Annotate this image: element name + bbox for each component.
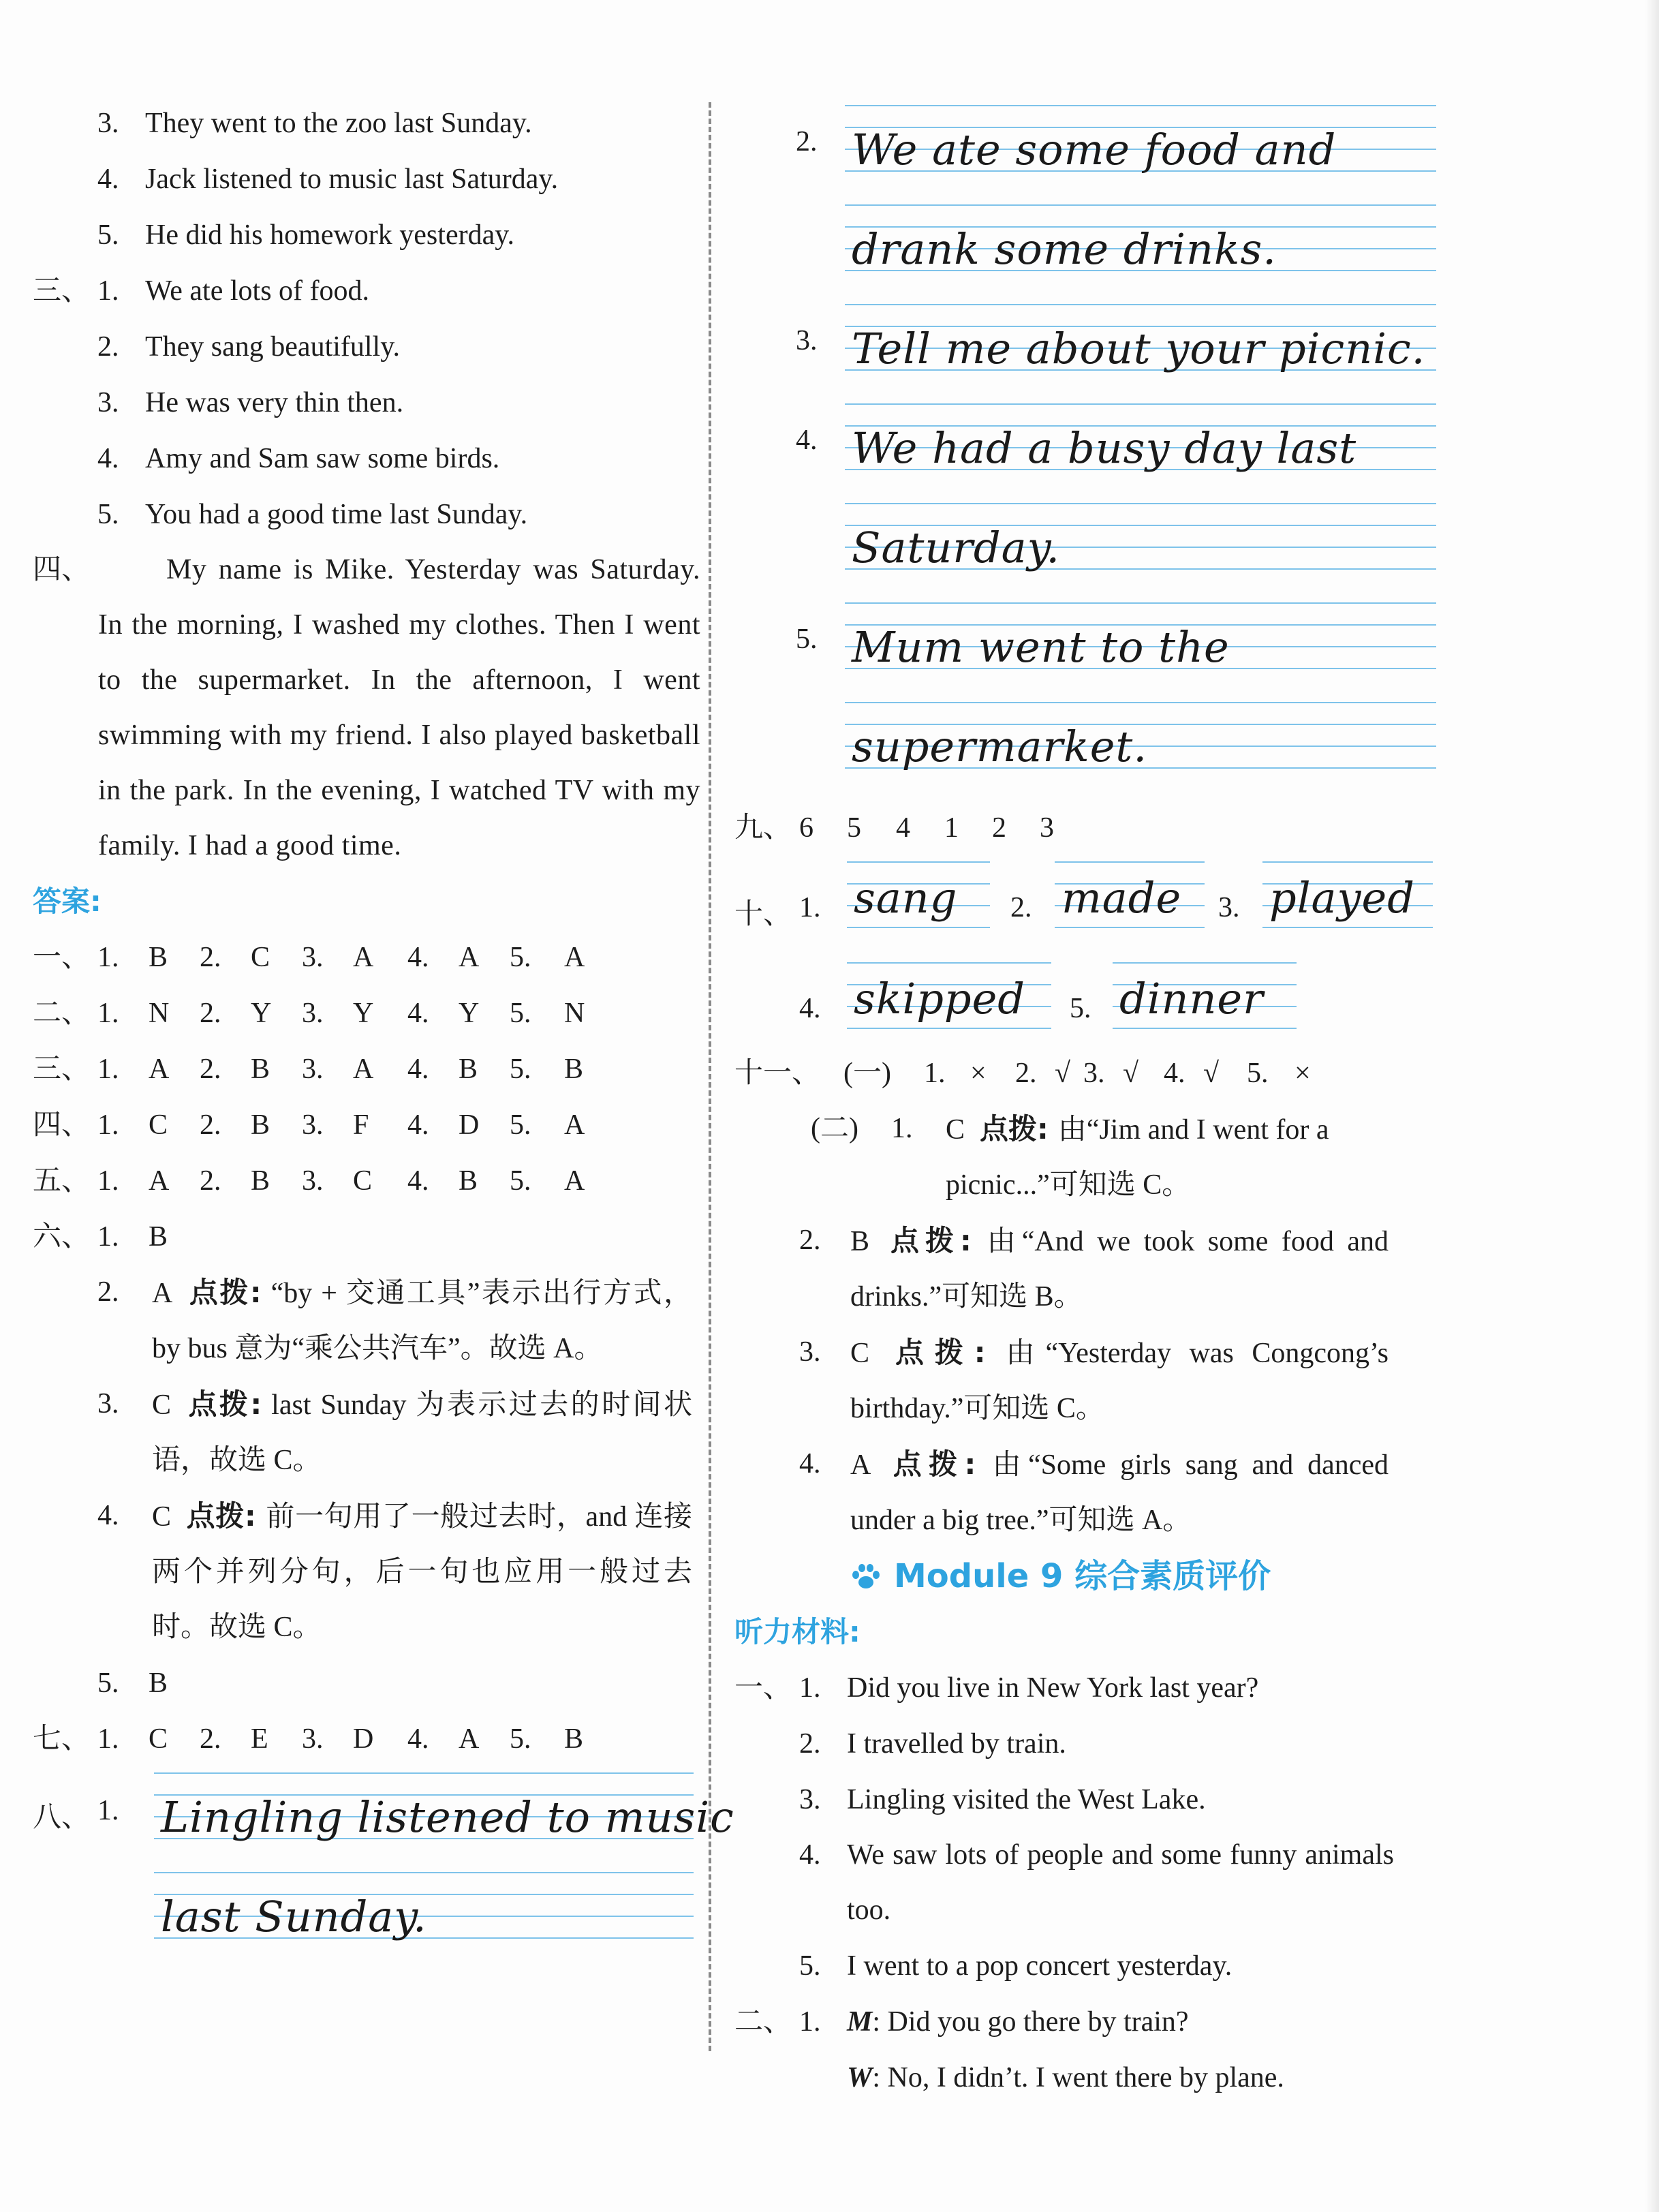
part-label: (二) [811,1113,858,1144]
item-number: 1. [799,892,821,923]
explanation-item [33,1488,692,1655]
passage [33,542,700,874]
tip-label: 点拨: [884,1336,986,1369]
writing-line [154,1867,694,1966]
item-text: Lingling visited the West Lake. [847,1784,1206,1815]
item-answer: D [353,1723,374,1755]
section-prefix: 八、 [33,1802,91,1833]
item-number: 3. [302,1723,324,1755]
word-answer-row [734,856,1415,957]
item-answer: A [459,1723,480,1755]
item-answer: A [564,1109,585,1141]
item-number: 1. [97,998,119,1029]
section-prefix: 四、 [33,554,91,585]
item-answer: A [459,942,480,973]
item-answer: B [251,1165,270,1197]
item-number: 4. [799,993,821,1024]
answer-row [33,1041,700,1097]
judgement-mark: × [970,1058,987,1089]
item-number: 2. [1010,892,1032,923]
tip-label: 点拨: [186,1387,262,1421]
writing-line [847,957,1051,1039]
writing-line [154,1767,734,1867]
list-item [33,151,700,207]
handwritten-text: We had a busy day last [852,423,1357,473]
item-number: 1. [97,942,119,973]
item-answer: B [459,1165,478,1197]
item-answer: C [152,1501,172,1533]
explanation-item [734,1437,1389,1548]
speaker-label: W [847,2062,873,2093]
item-number: 5. [510,998,531,1029]
passage-text: My name is Mike. Yesterday was Saturday. In the morning, I washed my clothes. Then I went to the supermarket. In the afternoon, I went swimming with my friend. I also played basketball in the park. In the evening, I watched TV with my family. I had a good time. [98,554,700,861]
tip-text: 前一句用了一般过去时，and 连接两个并列分句，后一句也应用一般过去时。故选 C。 [152,1501,692,1643]
order-value: 5 [847,812,861,844]
item-number: 3. [1218,892,1240,923]
list-item [734,1938,1402,1994]
section-prefix: 二、 [33,998,91,1029]
tip-text: 由“And we took some food and drinks.”可知选 B。 [850,1226,1389,1312]
item-answer: B [459,1054,478,1085]
item-text: He did his homework yesterday. [145,219,514,251]
item-text: We saw lots of people and some funny animals too. [847,1839,1394,1926]
answer-grid [33,1711,700,1767]
section-prefix: 二、 [734,2006,792,2038]
item-text: Did you live in New York last year? [847,1672,1259,1704]
handwriting-answer [734,298,1426,398]
listening-heading: 听力材料: [734,1615,860,1648]
item-answer: A [353,942,374,973]
answers-heading: 答案: [33,885,102,918]
dialogue-line [734,2050,1402,2106]
writing-line [1055,856,1205,938]
item-number: 5. [510,1723,531,1755]
tip-label: 点拨: [884,1224,972,1257]
item-answer: D [459,1109,480,1141]
item-text: I travelled by train. [847,1728,1066,1760]
item-number: 3. [302,1109,324,1141]
explanation-item [734,1213,1389,1325]
section-prefix: 三、 [33,1054,91,1085]
item-answer: A [152,1278,173,1309]
section-prefix: 六、 [33,1221,91,1253]
handwriting-answer [734,597,1402,796]
section-prefix: 三、 [33,275,91,307]
item-number: 3. [1083,1058,1105,1089]
module-title-text: Module 9 综合素质评价 [894,1557,1271,1595]
item-number: 2. [200,1054,221,1085]
section-prefix: 七、 [33,1723,91,1755]
item-number: 2. [200,998,221,1029]
item-answer: A [149,1054,170,1085]
right-column [734,99,1426,2106]
item-text: Jack listened to music last Saturday. [145,164,559,195]
dialogue-line [734,1994,1402,2050]
item-number: 1. [799,1672,821,1704]
explanation-item [33,1265,692,1377]
handwritten-text: played [1269,873,1415,923]
item-number: 2. [200,942,221,973]
tip-text: 由“Yesterday was Congcong’s birthday.”可知选 C。 [850,1338,1389,1424]
item-number: 4. [97,1500,119,1531]
section-prefix: 九、 [734,812,792,844]
item-number: 4. [97,443,119,474]
handwritten-text: last Sunday. [161,1892,427,1941]
list-item [33,263,700,319]
handwritten-text: made [1061,873,1182,923]
item-number: 3. [302,1165,324,1197]
order-value: 4 [896,812,910,844]
writing-line [845,497,1436,597]
item-number: 4. [796,425,818,456]
tip-text: 由“Some girls sang and danced under a big tree.”可知选 A。 [850,1449,1389,1536]
writing-line [845,199,1436,298]
item-text: We ate lots of food. [145,275,370,307]
paw-icon [850,1563,882,1591]
item-number: 3. [302,942,324,973]
item-number: 5. [97,1668,119,1699]
item-number: 3. [97,108,119,139]
item-number: 2. [200,1723,221,1755]
order-value: 6 [799,812,813,844]
tip-text: last Sunday 为表示过去的时间状语，故选 C。 [152,1389,693,1476]
item-number: 5. [1247,1058,1269,1089]
tip-text: “by + 交通工具”表示出行方式，by bus 意为“乘公共汽车”。故选 A。 [152,1278,692,1364]
item-answer: F [353,1109,369,1141]
item-answer: C [152,1389,172,1421]
writing-line [1262,856,1433,938]
word-answer-row [734,957,1402,1045]
item-number: 1. [97,1795,119,1826]
item-answer: B [251,1109,270,1141]
list-item [734,1716,1402,1772]
explanation-item [734,1101,1389,1213]
item-number: 3. [796,325,818,356]
list-item [33,207,700,263]
item-number: 1. [799,2006,821,2038]
list-item [33,431,700,487]
item-number: 1. [97,1109,119,1141]
part-label: (一) [843,1058,891,1089]
item-number: 4. [407,1054,429,1085]
item-answer: B [251,1054,270,1085]
judgement-mark: × [1294,1058,1311,1089]
tip-label: 点拨: [187,1276,262,1309]
item-answer: C [353,1165,373,1197]
explanation-item [33,1377,692,1488]
section-prefix: 十一、 [734,1058,821,1089]
item-answer: C [946,1114,965,1146]
answer-row [33,1153,700,1209]
judgement-mark: √ [1055,1058,1071,1089]
scan-edge [1645,0,1659,2212]
item-number: 2. [97,331,119,363]
item-answer: A [850,1449,871,1481]
item-number: 1. [97,1165,119,1197]
list-item [734,1828,1394,1938]
column-divider [709,102,711,2051]
item-number: 2. [796,126,818,157]
list-item [33,487,700,542]
item-text: They sang beautifully. [145,331,401,363]
handwritten-text: Saturday. [852,523,1061,572]
item-answer: C [149,1109,168,1141]
list-item [33,375,700,431]
item-number: 4. [407,942,429,973]
judgement-mark: √ [1123,1058,1139,1089]
item-answer: B [149,942,168,973]
handwritten-text: Lingling listened to music [161,1792,734,1842]
section-prefix: 五、 [33,1165,91,1197]
section-prefix: 四、 [33,1109,91,1141]
order-value: 3 [1040,812,1054,844]
handwritten-text: sang [854,873,958,923]
item-number: 4. [407,1109,429,1141]
handwritten-text: We ate some food and [852,125,1337,174]
item-answer: C [149,1723,168,1755]
item-answer: A [149,1165,170,1197]
item-number: 4. [407,998,429,1029]
writing-line [847,856,990,938]
item-answer: A [564,942,585,973]
item-number: 2. [799,1225,821,1256]
item-number: 3. [97,1388,119,1419]
explanation-item [734,1325,1389,1437]
handwritten-text: Mum went to the [852,622,1230,672]
item-number: 5. [510,1054,531,1085]
answer-grid [33,930,700,1209]
item-number: 3. [302,1054,324,1085]
item-number: 5. [796,624,818,655]
item-answer: C [850,1338,870,1369]
list-item [33,319,700,375]
item-answer: B [850,1226,870,1257]
item-answer: E [251,1723,268,1755]
section-prefix: 一、 [33,942,91,973]
handwriting-answer [734,99,1402,298]
item-answer: B [149,1668,168,1699]
order-value: 2 [992,812,1006,844]
module-title [734,1548,1402,1604]
item-answer: B [149,1221,168,1253]
handwriting-answer [734,398,1402,597]
handwritten-text: supermarket. [852,722,1148,771]
tip-label: 点拨: [980,1112,1049,1146]
item-number: 4. [97,164,119,195]
item-number: 1. [97,1723,119,1755]
item-number: 2. [200,1109,221,1141]
writing-line [1113,957,1297,1039]
item-answer: Y [459,998,480,1029]
answer-row [33,985,700,1041]
item-number: 1. [924,1058,946,1089]
item-answer: B [564,1723,584,1755]
handwritten-text: skipped [854,974,1025,1024]
dialogue-text: : Did you go there by train? [872,2006,1189,2038]
item-number: 5. [97,219,119,251]
item-number: 5. [510,942,531,973]
answer-row [33,930,700,985]
item-number: 4. [799,1448,821,1479]
tip-text: 由“Jim and I went for a picnic...”可知选 C。 [946,1114,1329,1201]
item-number: 2. [1015,1058,1037,1089]
answer-row [33,1097,700,1153]
list-item [734,1660,1402,1716]
item-number: 2. [97,1276,119,1308]
section-prefix: 十、 [734,899,792,930]
item-number: 4. [799,1839,821,1871]
handwriting-answer [33,1767,734,1971]
item-number: 5. [510,1109,531,1141]
item-number: 1. [97,1054,119,1085]
item-answer: A [353,1054,374,1085]
list-item [33,95,700,151]
item-answer: A [564,1165,585,1197]
dialogue-text: : No, I didn’t. I went there by plane. [872,2062,1284,2093]
writing-line [845,398,1436,497]
section-prefix: 一、 [734,1672,792,1704]
order-answer-row [734,800,1402,856]
writing-line [845,99,1436,199]
handwritten-text: dinner [1119,974,1264,1024]
item-answer: Y [251,998,272,1029]
writing-line [845,597,1436,696]
item-number: 3. [799,1784,821,1815]
item-answer: B [564,1054,584,1085]
speaker-label: M [847,2006,873,2038]
list-item [33,1209,700,1265]
judgement-row [734,1045,1402,1101]
left-column [33,95,734,1971]
handwritten-text: Tell me about your picnic. [852,324,1426,373]
item-number: 3. [799,1336,821,1368]
tip-label: 点拨: [886,1447,976,1481]
list-item [734,1772,1402,1828]
item-answer: C [251,942,270,973]
item-text: I went to a pop concert yesterday. [847,1950,1232,1982]
judgement-mark: √ [1203,1058,1220,1089]
item-number: 5. [1070,993,1091,1024]
writing-line [845,696,1436,796]
item-text: You had a good time last Sunday. [145,499,528,530]
item-text: He was very thin then. [145,387,404,418]
item-number: 5. [510,1165,531,1197]
item-answer: N [149,998,170,1029]
list-item [33,1655,700,1711]
item-number: 2. [200,1165,221,1197]
item-number: 4. [1164,1058,1185,1089]
item-number: 2. [799,1728,821,1760]
order-value: 1 [944,812,959,844]
handwritten-text: drank some drinks. [852,224,1277,274]
item-number: 4. [407,1723,429,1755]
item-answer: N [564,998,585,1029]
tip-label: 点拨: [186,1499,256,1533]
item-number: 3. [97,387,119,418]
item-number: 1. [97,275,119,307]
item-text: They went to the zoo last Sunday. [145,108,532,139]
writing-line [845,298,1436,398]
item-number: 5. [97,499,119,530]
answer-row [33,1711,700,1767]
item-number: 3. [302,998,324,1029]
item-number: 1. [97,1221,119,1253]
item-answer: Y [353,998,374,1029]
item-number: 1. [891,1113,913,1144]
item-text: Amy and Sam saw some birds. [145,443,500,474]
item-number: 4. [407,1165,429,1197]
item-number: 5. [799,1950,821,1982]
